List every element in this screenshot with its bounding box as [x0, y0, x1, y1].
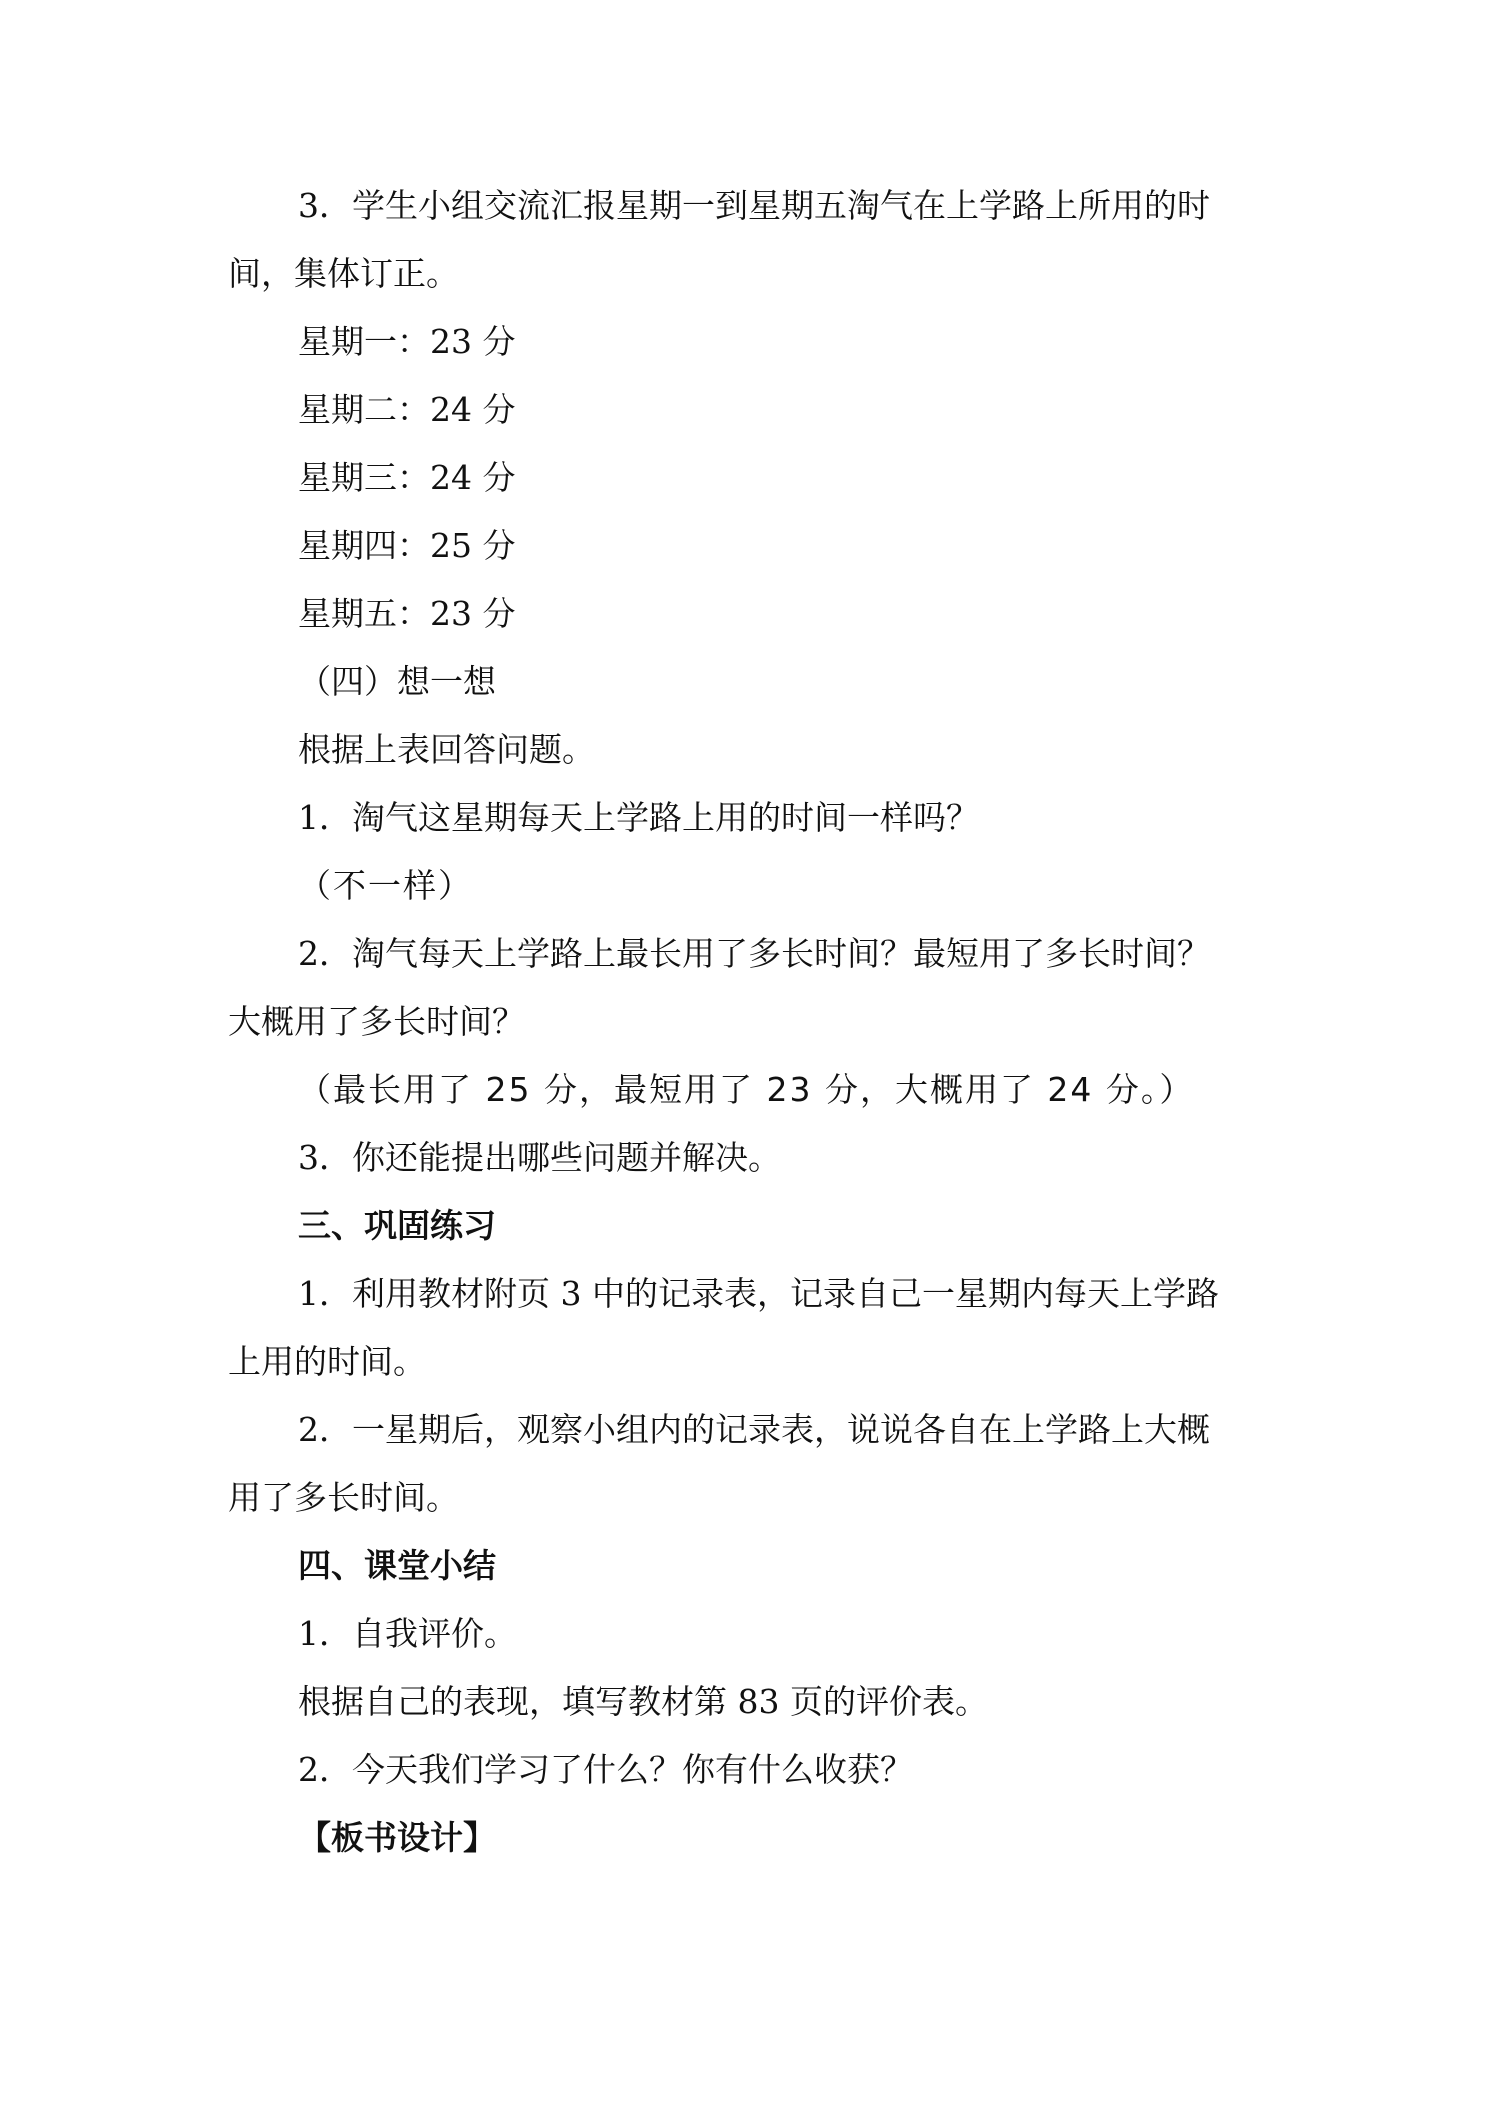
practice-item-1: 1．利用教材附页 3 中的记录表，记录自己一星期内每天上学路	[298, 1274, 1219, 1313]
thursday-time: 星期四：25 分	[298, 526, 516, 565]
paragraph-continuation: 间，集体订正。	[228, 254, 459, 293]
answer-2: （最长用了 25 分，最短用了 23 分，大概用了 24 分。）	[298, 1070, 1195, 1109]
section-heading-practice: 三、巩固练习	[298, 1206, 496, 1245]
question-3: 3．你还能提出哪些问题并解决。	[298, 1138, 781, 1177]
monday-time: 星期一：23 分	[298, 322, 516, 361]
question-1: 1．淘气这星期每天上学路上用的时间一样吗？	[298, 798, 979, 837]
friday-time: 星期五：23 分	[298, 594, 516, 633]
practice-item-2: 2．一星期后，观察小组内的记录表，说说各自在上学路上大概	[298, 1410, 1210, 1449]
answer-1: （不一样）	[298, 866, 473, 905]
tuesday-time: 星期二：24 分	[298, 390, 516, 429]
summary-item-2: 2．今天我们学习了什么？你有什么收获？	[298, 1750, 913, 1789]
section-heading-think: （四）想一想	[298, 662, 496, 701]
question-2-continuation: 大概用了多长时间？	[228, 1002, 525, 1041]
section-heading-summary: 四、课堂小结	[298, 1546, 496, 1585]
paragraph-item-3-report: 3．学生小组交流汇报星期一到星期五淘气在上学路上所用的时	[298, 186, 1210, 225]
wednesday-time: 星期三：24 分	[298, 458, 516, 497]
section-heading-board-design: 【板书设计】	[298, 1818, 496, 1857]
instruction-text: 根据上表回答问题。	[298, 730, 595, 769]
practice-item-2-continuation: 用了多长时间。	[228, 1478, 459, 1517]
summary-instruction: 根据自己的表现，填写教材第 83 页的评价表。	[298, 1682, 988, 1721]
summary-item-1: 1．自我评价。	[298, 1614, 517, 1653]
practice-item-1-continuation: 上用的时间。	[228, 1342, 426, 1381]
question-2: 2．淘气每天上学路上最长用了多长时间？最短用了多长时间？	[298, 934, 1210, 973]
